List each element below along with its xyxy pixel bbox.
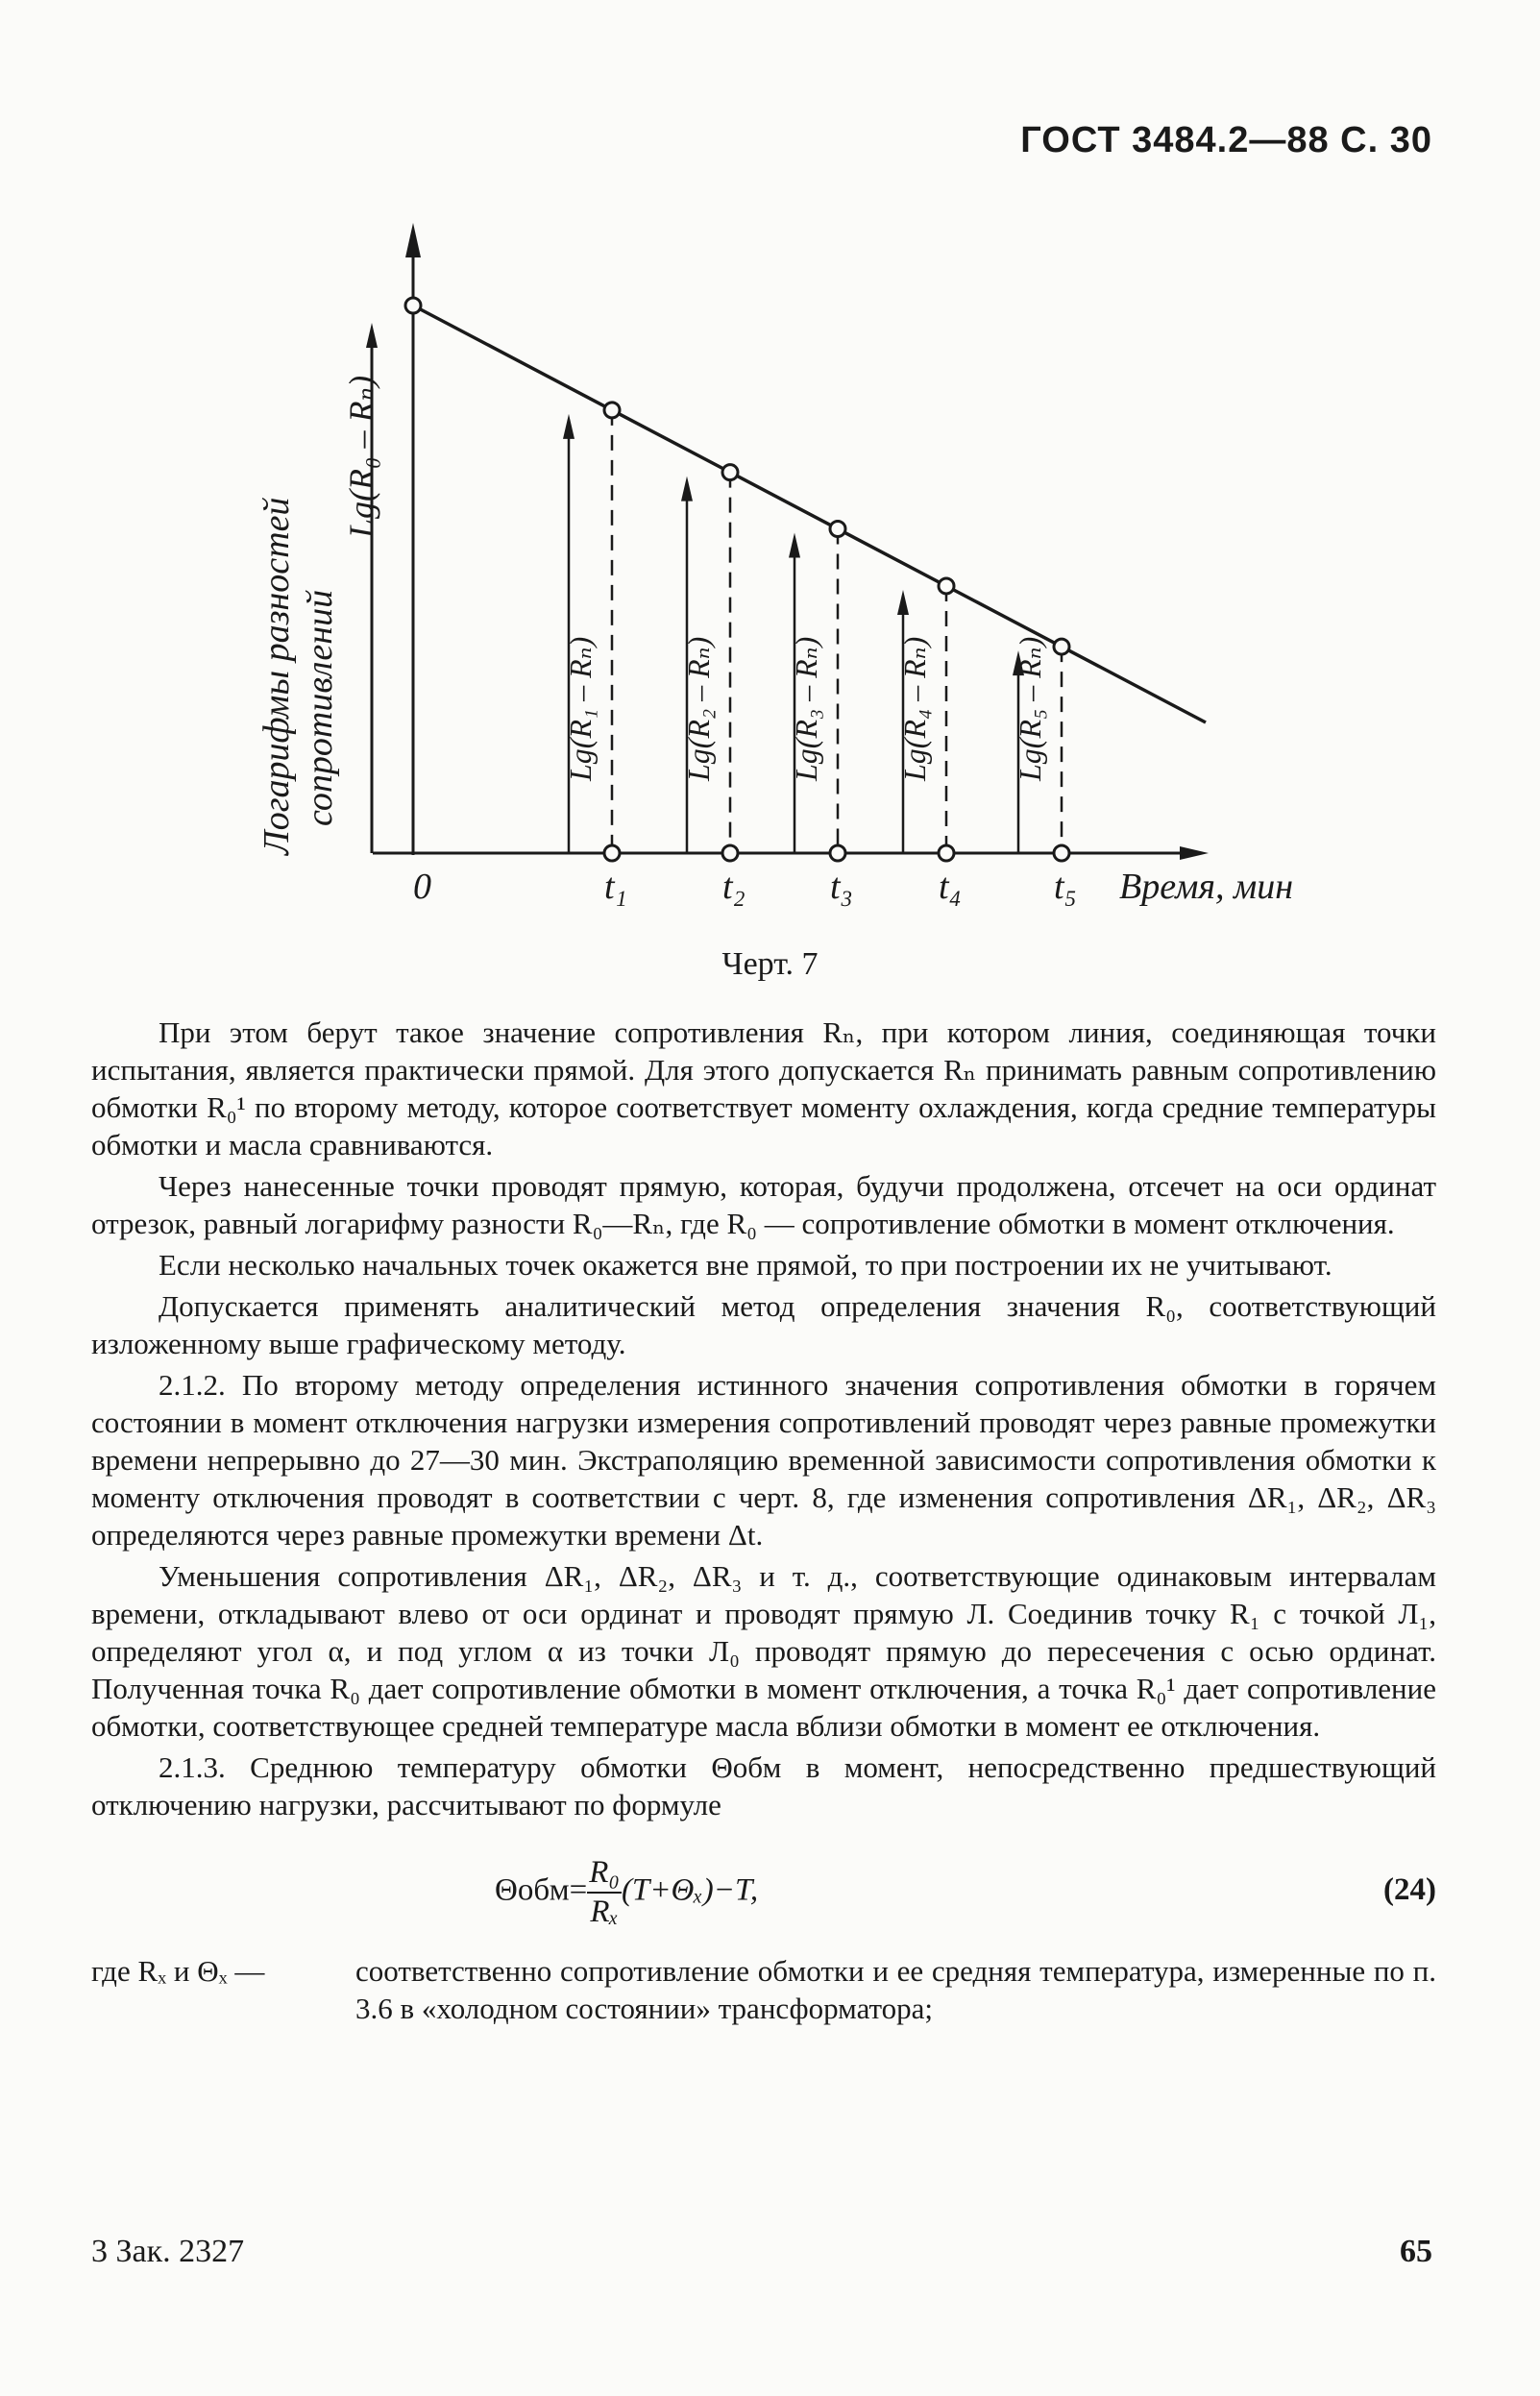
y-axis-arrow	[405, 223, 421, 257]
segment-label-1: Lg(R₁ – Rₙ)	[563, 636, 598, 781]
page-header: ГОСТ 3484.2—88 С. 30	[1020, 120, 1432, 160]
paragraph-5: 2.1.2. По второму методу определения истинного значения сопротивления обмотки в горячем состоянии в момент отключения нагрузки измерения сопротивлений проводят через равные промежутки времени непрерывно до 27—30 мин. Экстраполяцию временной зависимости сопротивления обмотки к моменту отключения проводят в соответствии с черт. 8, где изменения сопротивления ΔR₁, ΔR₂, ΔR₃ определяются через равные промежутки времени Δt.	[91, 1368, 1436, 1552]
formula-number: (24)	[1383, 1872, 1436, 1907]
y-axis-label: Логарифмы разностей	[257, 497, 297, 855]
data-point-5	[1054, 639, 1069, 654]
axis-point-2	[722, 845, 738, 861]
figure-caption: Черт. 7	[721, 946, 819, 982]
time-label-3: t₃	[830, 867, 853, 907]
y-axis-label-2: сопротивлений	[300, 589, 340, 826]
where-clause	[91, 1952, 1436, 2027]
paragraph-6: Уменьшения сопротивления ΔR₁, ΔR₂, ΔR₃ и т. д., соответствующие одинаковым интервалам времени, откладывают влево от оси ординат и проводят прямую Л. Соединив точку R₁ с точкой Л₁, определяют угол α, и под углом α из точки Л₀ проводят прямую до пересечения с осью ординат. Полученная точка R₀ дает сопротивление обмотки в момент отключения, а точка R₀¹ дает сопротивление обмотки, соответствующее средней температуре масла вблизи обмотки в момент ее отключения.	[91, 1559, 1436, 1743]
paragraph-7: 2.1.3. Среднюю температуру обмотки Θобм в момент, непосредственно предшествующий отключению нагрузки, рассчитывают по формуле	[91, 1750, 1436, 1821]
paragraph-3: Если несколько начальных точек окажется вне прямой, то при построении их не учитывают.	[159, 1248, 1332, 1282]
where-definition: соответственно сопротивление обмотки и ее средняя температура, измеренные по п. 3.6 в «холодном состоянии» трансформатора;	[355, 1954, 1436, 2025]
axis-point-1	[604, 845, 620, 861]
paragraph-4: Допускается применять аналитический метод определения значения R₀, соответствующий изложенному выше графическому методу.	[91, 1289, 1436, 1360]
measure-arrow-4	[897, 590, 909, 615]
axis-point-3	[830, 845, 845, 861]
body-text	[91, 1014, 1436, 2027]
x-axis-arrow	[1180, 846, 1209, 860]
y-axis-label-3: Lg(R₀ – Rₙ)	[342, 375, 380, 538]
where-symbols: где Rₓ и Θₓ —	[91, 1954, 265, 1988]
x-axis-label: Время, мин	[1119, 867, 1294, 907]
data-point-3	[830, 522, 845, 537]
axis-point-4	[939, 845, 954, 861]
segment-label-3: Lg(R₃ – Rₙ)	[789, 636, 823, 781]
time-label-4: t₄	[939, 867, 962, 907]
segment-label-5: Lg(R₅ – Rₙ)	[1013, 636, 1047, 781]
measure-arrow-2	[681, 477, 693, 501]
axis-point-5	[1054, 845, 1069, 861]
formula-expression: Θобм= $\frac{\text{R₀}}{\text{Rₓ}}$ (T+Θₓ)−T,	[495, 1855, 759, 1929]
intercept-point	[405, 298, 421, 313]
data-point-4	[939, 578, 954, 594]
origin-label: 0	[413, 867, 431, 907]
segment-label-2: Lg(R₂ – Rₙ)	[681, 636, 716, 781]
data-point-2	[722, 465, 738, 480]
time-label-5: t₅	[1054, 867, 1077, 907]
data-point-1	[604, 403, 620, 418]
page-number: 65	[1400, 2234, 1432, 2269]
footer-order-number: 3 Зак. 2327	[91, 2234, 245, 2269]
measure-arrow-1	[563, 414, 574, 439]
paragraph-2: Через нанесенные точки проводят прямую, которая, будучи продолжена, отсечет на оси ординат отрезок, равный логарифму разности R₀—Rₙ, где R₀ — сопротивление обмотки в момент отключения.	[91, 1169, 1436, 1240]
formula-24	[91, 1837, 1436, 1943]
resistance-log-chart	[0, 0, 1540, 961]
measure-arrow-3	[789, 533, 800, 558]
segment-label-4: Lg(R₄ – Rₙ)	[897, 636, 932, 781]
time-label-2: t₂	[722, 867, 746, 907]
paragraph-1: При этом берут такое значение сопротивления Rₙ, при котором линия, соединяющая точки испытания, является практически прямой. Для этого допускается Rₙ принимать равным сопротивлению обмотки R₀¹ по второму методу, которое соответствует моменту охлаждения, когда средние температуры обмотки и масла сравниваются.	[91, 1015, 1436, 1161]
time-label-1: t₁	[604, 867, 627, 907]
